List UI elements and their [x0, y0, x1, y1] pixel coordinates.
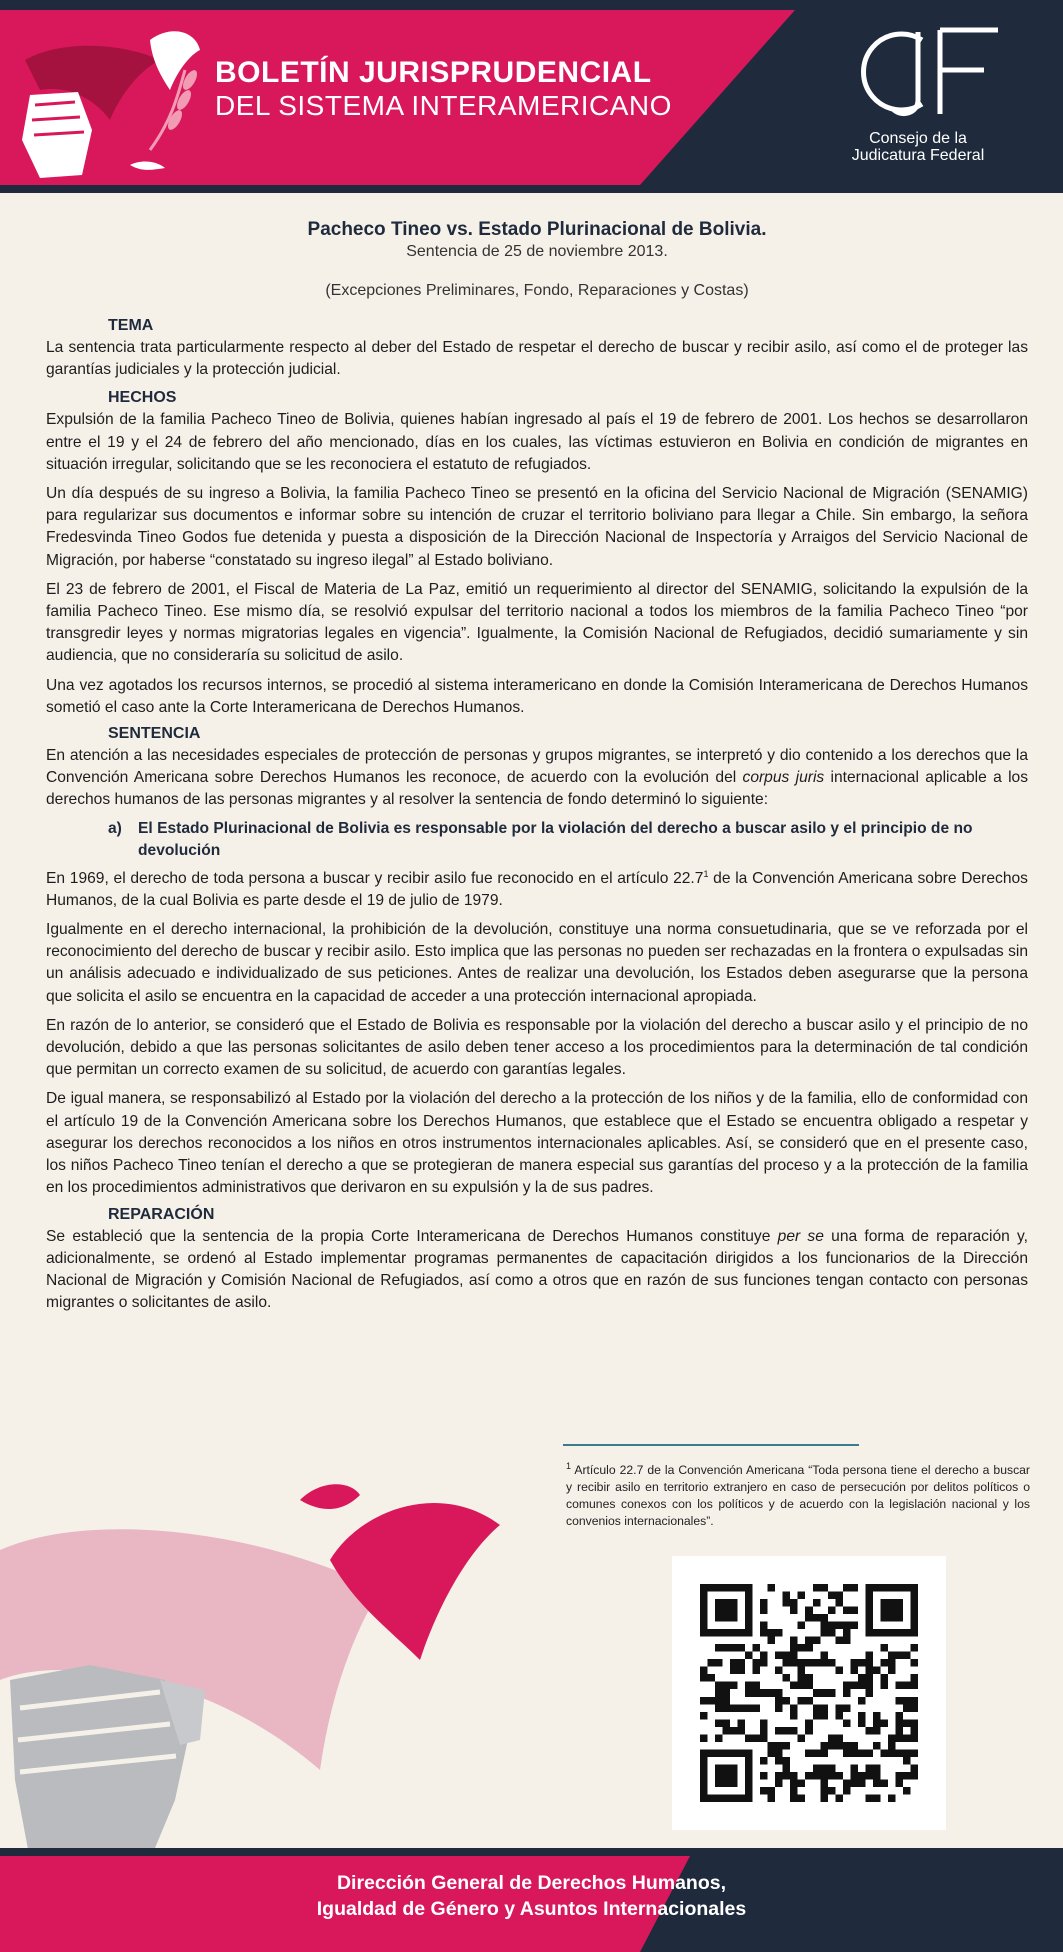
bulletin-title-line1: BOLETÍN JURISPRUDENCIAL — [215, 56, 652, 89]
dove-fist-illustration-icon — [0, 1440, 520, 1860]
section-heading-sentencia: SENTENCIA — [108, 725, 201, 743]
bulletin-title-line2: DEL SISTEMA INTERAMERICANO — [215, 90, 672, 121]
sentencia-p2-text-a: En 1969, el derecho de toda persona a buscar y recibir asilo fue reconocido en el artículo 22.7 — [46, 869, 704, 887]
bulletin-body — [46, 218, 1028, 1321]
footer-text — [0, 1870, 1063, 1922]
section-heading-tema: TEMA — [108, 317, 154, 334]
section-heading-reparacion: REPARACIÓN — [108, 1205, 215, 1223]
reparacion-text-a: Se estableció que la sentencia de la propia Corte Interamericana de Derechos Humanos constituye — [46, 1227, 778, 1245]
sentencia-paragraph-1 — [46, 745, 1028, 812]
sentencia-p1-text-a: En atención a las necesidades especiales de protección de personas y grupos migrantes, se interpretó y dio contenido a los derechos que la Convención Americana sobre Derechos Humanos les reconoce, de acuerdo con la evolución del — [46, 747, 1028, 787]
hechos-paragraph-3: El 23 de febrero de 2001, el Fiscal de Materia de La Paz, emitió un requerimiento al director del SENAMIG, solicitando la expulsión de la familia Pacheco Tineo. Ese mismo día, se resolvió expulsar del territorio nacional a todos los miembros de la familia Pacheco Tineo “por transgredir leyes y normas migratorias legales en vigencia”. Igualmente, la Comisión Nacional de Refugiados, decidió sumariamente y sin audiencia, que no consideraría su solicitud de asilo. — [46, 580, 1028, 665]
reparacion-text-b: una forma de reparación y, adicionalmente, se ordenó al Estado implementar programas permanentes de capacitación dirigidos a los funcionarios de la Dirección Nacional de Migración y Comisión Nacional de Refugiados, así como a otros que en razón de sus funciones tengan contacto con personas migrantes o solicitantes de asilo. — [46, 1227, 1029, 1312]
sentencia-subheading — [108, 818, 1028, 862]
subheading-text: El Estado Plurinacional de Bolivia es responsable por la violación del derecho a buscar asilo y el principio de no devolución — [138, 819, 973, 859]
sentencia-p2-text-b: de la Convención Americana sobre Derechos Humanos, de la cual Bolivia es parte desde el 19 de julio de 1979. — [46, 869, 1028, 909]
cjf-logo — [840, 22, 1040, 172]
reparacion-emphasis: per se — [777, 1227, 824, 1245]
reparacion-paragraph — [46, 1226, 1028, 1315]
sentencia-paragraph-3: Igualmente en el derecho internacional, la prohibición de la devolución, constituye una norma consuetudinaria, que se ve reforzada por el reconocimiento del derecho de buscar y recibir asilo. Esto implica que las personas no pueden ser rechazadas en la frontera o expulsadas sin un análisis adecuado e individualizado de sus peticiones. Antes de realizar una devolución, los Estados deben asegurarse que la persona que solicita el asilo se encuentra en la capacidad de acceder a una protección internacional apropiada. — [46, 921, 1028, 1005]
footnote-text: Artículo 22.7 de la Convención Americana “Toda persona tiene el derecho a buscar y recibir asilo en territorio extranjero en caso de persecución por delitos políticos o comunes conexos con los políticos y de acuerdo con la legislación nacional y los convenios internacionales”. — [566, 1463, 1030, 1528]
hechos-paragraph-4: Una vez agotados los recursos internos, se procedió al sistema interamericano en donde la Comisión Interamericana de Derechos Humanos sometió el caso ante la Corte Interamericana de Derechos Humanos. — [46, 676, 1028, 716]
footnote-divider — [563, 1444, 859, 1446]
footnote — [566, 1462, 1030, 1530]
footnote-number: 1 — [566, 1460, 572, 1471]
tema-paragraph: La sentencia trata particularmente respecto al deber del Estado de respetar el derecho de buscar y recibir asilo, así como el de proteger las garantías judiciales y la protección judicial. — [46, 339, 1028, 379]
case-date: Sentencia de 25 de noviembre 2013. — [406, 243, 668, 260]
bulletin-title — [215, 56, 672, 122]
cjf-name-line2: Judicatura Federal — [851, 147, 985, 164]
footer-line1: Dirección General de Derechos Humanos, — [336, 1872, 727, 1894]
footer-banner — [0, 1848, 1063, 1952]
header-banner — [0, 0, 1063, 193]
qr-code[interactable] — [672, 1556, 946, 1830]
cjf-name-line1: Consejo de la — [869, 130, 967, 147]
footer-line2: Igualdad de Género y Asuntos Internacionales — [316, 1898, 747, 1920]
case-type: (Excepciones Preliminares, Fondo, Reparaciones y Costas) — [325, 282, 749, 299]
sentencia-p1-text-b: internacional aplicable a los derechos humanos de las personas migrantes y al resolver la sentencia de fondo determinó lo siguiente: — [46, 769, 1029, 809]
sentencia-paragraph-5: De igual manera, se responsabilizó al Estado por la violación del derecho a la protección de los niños y de la familia, ello de conformidad con el artículo 19 de la Convención Americana sobre los Derechos Humanos, que establece que el Estado se encuentra obligado a respetar y asegurar los derechos reconocidos a los niños en otros instrumentos internacionales aplicables. Así, se consideró que en el presente caso, los niños Pacheco Tineo tenían el derecho a que se protegieran de manera especial sus garantías del proceso y a la protección de la familia en los procedimientos administrativos que derivaron en su expulsión y la de sus padres. — [46, 1090, 1028, 1197]
hechos-paragraph-1: Expulsión de la familia Pacheco Tineo de Bolivia, quienes habían ingresado al país el 19 de febrero de 2001. Los hechos se desarrollaron entre el 19 y el 24 de febrero del año mencionado, días en los cuales, las víctimas estuvieron en Bolivia en condición de migrantes en situación irregular, solicitando que se les reconociera el estatuto de refugiados. — [46, 411, 1028, 473]
sentencia-p1-emphasis: corpus juris — [742, 769, 825, 787]
section-heading-hechos: HECHOS — [108, 389, 177, 407]
sentencia-paragraph-2 — [46, 868, 1028, 912]
case-title: Pacheco Tineo vs. Estado Plurinacional de Bolivia. — [307, 219, 767, 240]
subheading-letter: a) — [108, 819, 122, 837]
cjf-name — [840, 130, 996, 164]
qr-code-icon — [700, 1584, 918, 1802]
sentencia-paragraph-4: En razón de lo anterior, se consideró que el Estado de Bolivia es responsable por la violación del derecho a buscar asilo y el principio de no devolución, debido a que las personas solicitantes de asilo deben tener acceso a los procedimientos para la determinación de tal condición que permitan un correcto examen de su solicitud, de acuerdo con garantías legales. — [46, 1016, 1028, 1079]
cjf-monogram-icon — [860, 22, 1020, 122]
footnote-ref: 1 — [703, 868, 709, 879]
hechos-paragraph-2: Un día después de su ingreso a Bolivia, la familia Pacheco Tineo se presentó en la oficina del Servicio Nacional de Migración (SENAMIG) para regularizar sus documentos e informar sobre su intención de cruzar el territorio boliviano para llegar a Chile. Sin embargo, la señora Fredesvinda Tineo Godos fue detenida y puesta a disposición de la Dirección Nacional de Inspectoría y Arraigos del Servicio Nacional de Migración, por haberse “constatado su ingreso ilegal” al Estado boliviano. — [46, 485, 1028, 569]
